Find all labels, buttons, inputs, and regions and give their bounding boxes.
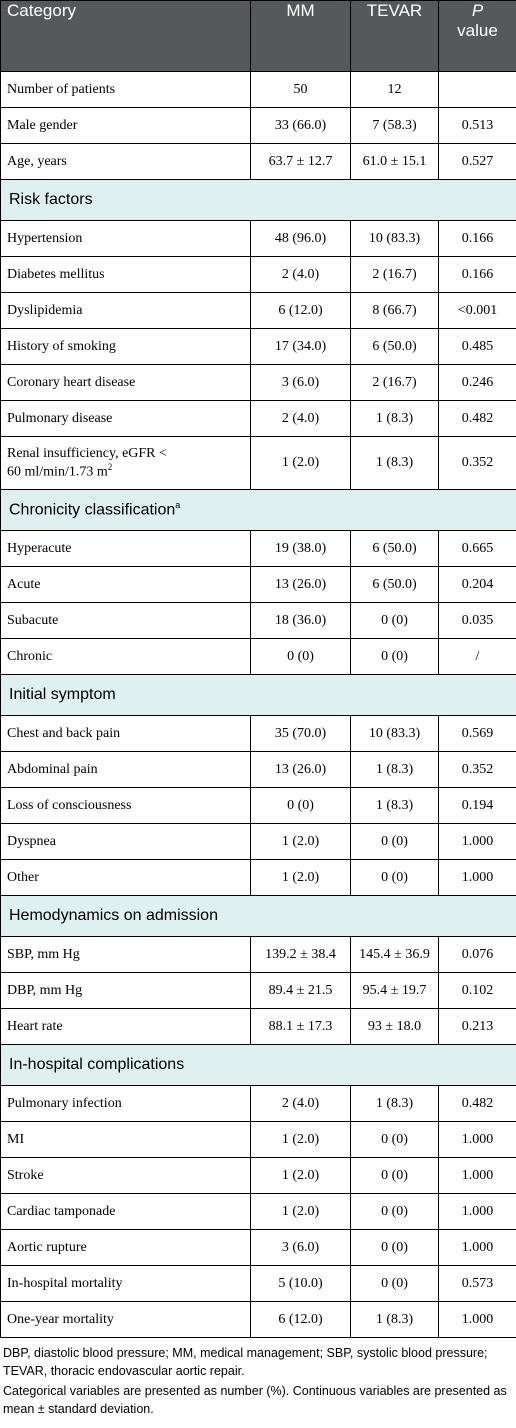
row-label: Dyslipidemia — [1, 293, 251, 329]
cell-p: 0.035 — [439, 603, 516, 639]
table-row — [1, 788, 516, 824]
header-tevar: TEVAR — [351, 1, 439, 72]
cell-p: 1.000 — [439, 1194, 516, 1230]
cell-mm: 1 (2.0) — [251, 1194, 351, 1230]
cell-p: 0.527 — [439, 144, 516, 180]
table-row — [1, 1266, 516, 1302]
table-row — [1, 531, 516, 567]
table-footnotes — [0, 1338, 516, 1418]
cell-p: 0.352 — [439, 437, 516, 490]
cell-tevar: 8 (66.7) — [351, 293, 439, 329]
table-row — [1, 716, 516, 752]
cell-p: 1.000 — [439, 1122, 516, 1158]
cell-p: 1.000 — [439, 1302, 516, 1338]
cell-tevar: 6 (50.0) — [351, 329, 439, 365]
cell-p: 1.000 — [439, 1158, 516, 1194]
row-label: SBP, mm Hg — [1, 937, 251, 973]
table-row — [1, 1122, 516, 1158]
cell-p: / — [439, 639, 516, 675]
cell-p: 1.000 — [439, 824, 516, 860]
cell-tevar: 0 (0) — [351, 1158, 439, 1194]
renal-label-sup: 2 — [107, 461, 113, 472]
cell-mm: 89.4 ± 21.5 — [251, 973, 351, 1009]
row-label: Pulmonary infection — [1, 1086, 251, 1122]
row-label: Other — [1, 860, 251, 896]
footnote-abbreviations: DBP, diastolic blood pressure; MM, medical management; SBP, systolic blood pressure; TEVAR, thoracic endovascular aortic repair. — [3, 1346, 488, 1378]
cell-tevar: 2 (16.7) — [351, 257, 439, 293]
cell-mm: 1 (2.0) — [251, 1122, 351, 1158]
row-label: Male gender — [1, 108, 251, 144]
cell-tevar: 0 (0) — [351, 1230, 439, 1266]
cell-tevar: 10 (83.3) — [351, 716, 439, 752]
cell-p: 0.213 — [439, 1009, 516, 1045]
row-label: Abdominal pain — [1, 752, 251, 788]
table-row — [1, 72, 516, 108]
cell-tevar: 2 (16.7) — [351, 365, 439, 401]
cell-mm: 0 (0) — [251, 788, 351, 824]
table-row — [1, 401, 516, 437]
cell-p: 0.573 — [439, 1266, 516, 1302]
cell-mm: 3 (6.0) — [251, 1230, 351, 1266]
row-label: Heart rate — [1, 1009, 251, 1045]
table-row — [1, 1158, 516, 1194]
section-initial-symptom — [1, 675, 516, 716]
cell-p: 0.482 — [439, 401, 516, 437]
row-label: Cardiac tamponade — [1, 1194, 251, 1230]
cell-tevar: 12 — [351, 72, 439, 108]
cell-mm: 6 (12.0) — [251, 293, 351, 329]
row-label: Loss of consciousness — [1, 788, 251, 824]
cell-p: 0.166 — [439, 221, 516, 257]
table-row — [1, 639, 516, 675]
cell-mm: 2 (4.0) — [251, 257, 351, 293]
table-row — [1, 221, 516, 257]
section-title-text: Chronicity classification — [9, 501, 176, 519]
cell-p: 0.513 — [439, 108, 516, 144]
cell-mm: 2 (4.0) — [251, 401, 351, 437]
table-row — [1, 365, 516, 401]
cell-mm: 139.2 ± 38.4 — [251, 937, 351, 973]
cell-mm: 0 (0) — [251, 639, 351, 675]
header-p-italic: P — [471, 1, 484, 20]
cell-mm: 88.1 ± 17.3 — [251, 1009, 351, 1045]
table-row — [1, 824, 516, 860]
cell-mm: 63.7 ± 12.7 — [251, 144, 351, 180]
cell-p: 0.194 — [439, 788, 516, 824]
cell-tevar: 0 (0) — [351, 824, 439, 860]
cell-p: 0.665 — [439, 531, 516, 567]
cell-p: 0.352 — [439, 752, 516, 788]
cell-mm: 48 (96.0) — [251, 221, 351, 257]
cell-tevar: 1 (8.3) — [351, 1086, 439, 1122]
table-row — [1, 293, 516, 329]
row-label: Number of patients — [1, 72, 251, 108]
cell-mm: 1 (2.0) — [251, 824, 351, 860]
cell-mm: 19 (38.0) — [251, 531, 351, 567]
section-complications — [1, 1045, 516, 1086]
cell-p: 0.246 — [439, 365, 516, 401]
row-label: Hypertension — [1, 221, 251, 257]
cell-tevar: 1 (8.3) — [351, 1302, 439, 1338]
cell-p: 0.102 — [439, 973, 516, 1009]
table-row — [1, 567, 516, 603]
cell-p: 0.485 — [439, 329, 516, 365]
row-label: Hyperacute — [1, 531, 251, 567]
table-row — [1, 603, 516, 639]
cell-tevar: 95.4 ± 19.7 — [351, 973, 439, 1009]
row-label: Dyspnea — [1, 824, 251, 860]
cell-p — [439, 72, 516, 108]
cell-mm: 5 (10.0) — [251, 1266, 351, 1302]
cell-mm: 13 (26.0) — [251, 752, 351, 788]
row-label — [1, 437, 251, 490]
cell-mm: 1 (2.0) — [251, 437, 351, 490]
cell-tevar: 1 (8.3) — [351, 752, 439, 788]
cell-p: 0.076 — [439, 937, 516, 973]
cell-tevar: 1 (8.3) — [351, 437, 439, 490]
section-risk-factors — [1, 180, 516, 221]
header-row — [1, 1, 516, 72]
cell-tevar: 10 (83.3) — [351, 221, 439, 257]
table-row — [1, 973, 516, 1009]
row-label: One-year mortality — [1, 1302, 251, 1338]
cell-tevar: 0 (0) — [351, 603, 439, 639]
cell-tevar: 6 (50.0) — [351, 531, 439, 567]
cell-p: 0.166 — [439, 257, 516, 293]
row-label: Age, years — [1, 144, 251, 180]
cell-mm: 2 (4.0) — [251, 1086, 351, 1122]
cell-tevar: 145.4 ± 36.9 — [351, 937, 439, 973]
row-label: Stroke — [1, 1158, 251, 1194]
cell-tevar: 0 (0) — [351, 860, 439, 896]
row-label: Chest and back pain — [1, 716, 251, 752]
section-chronicity — [1, 490, 516, 531]
cell-tevar: 0 (0) — [351, 639, 439, 675]
section-title: Hemodynamics on admission — [1, 896, 516, 937]
table-row — [1, 437, 516, 490]
header-p-rest: value — [457, 21, 498, 40]
cell-mm: 50 — [251, 72, 351, 108]
section-title: In-hospital complications — [1, 1045, 516, 1086]
renal-label-line2: 60 ml/min/1.73 m — [7, 464, 108, 480]
table-row — [1, 1086, 516, 1122]
section-hemodynamics — [1, 896, 516, 937]
row-label: Aortic rupture — [1, 1230, 251, 1266]
row-label: History of smoking — [1, 329, 251, 365]
table-row — [1, 144, 516, 180]
cell-p: 0.482 — [439, 1086, 516, 1122]
cell-mm: 17 (34.0) — [251, 329, 351, 365]
cell-tevar: 0 (0) — [351, 1194, 439, 1230]
header-p-value — [439, 1, 516, 72]
footnote-presentation: Categorical variables are presented as number (%). Continuous variables are presented as mean ± standard deviation. — [3, 1384, 507, 1416]
cell-tevar: 61.0 ± 15.1 — [351, 144, 439, 180]
table-row — [1, 860, 516, 896]
cell-tevar: 6 (50.0) — [351, 567, 439, 603]
cell-mm: 13 (26.0) — [251, 567, 351, 603]
row-label: Coronary heart disease — [1, 365, 251, 401]
table-row — [1, 1194, 516, 1230]
header-mm: MM — [251, 1, 351, 72]
cell-tevar: 93 ± 18.0 — [351, 1009, 439, 1045]
row-label: Diabetes mellitus — [1, 257, 251, 293]
cell-mm: 1 (2.0) — [251, 860, 351, 896]
cell-tevar: 7 (58.3) — [351, 108, 439, 144]
section-title-sup: a — [175, 500, 181, 511]
row-label: Subacute — [1, 603, 251, 639]
cell-mm: 3 (6.0) — [251, 365, 351, 401]
cell-tevar: 0 (0) — [351, 1266, 439, 1302]
cell-mm: 18 (36.0) — [251, 603, 351, 639]
cell-tevar: 0 (0) — [351, 1122, 439, 1158]
cell-p: 1.000 — [439, 860, 516, 896]
cell-tevar: 1 (8.3) — [351, 401, 439, 437]
table-row — [1, 1302, 516, 1338]
table-row — [1, 329, 516, 365]
renal-label-line1: Renal insufficiency, eGFR < — [7, 445, 167, 461]
cell-mm: 35 (70.0) — [251, 716, 351, 752]
row-label: DBP, mm Hg — [1, 973, 251, 1009]
cell-p: 1.000 — [439, 1230, 516, 1266]
row-label: Acute — [1, 567, 251, 603]
section-title: Initial symptom — [1, 675, 516, 716]
section-title: Risk factors — [1, 180, 516, 221]
cell-p: 0.569 — [439, 716, 516, 752]
row-label: MI — [1, 1122, 251, 1158]
table-row — [1, 1230, 516, 1266]
header-category: Category — [1, 1, 251, 72]
cell-p: <0.001 — [439, 293, 516, 329]
cell-mm: 33 (66.0) — [251, 108, 351, 144]
cell-tevar: 1 (8.3) — [351, 788, 439, 824]
cell-mm: 6 (12.0) — [251, 1302, 351, 1338]
table-row — [1, 108, 516, 144]
table-row — [1, 257, 516, 293]
row-label: In-hospital mortality — [1, 1266, 251, 1302]
table-row — [1, 937, 516, 973]
cell-p: 0.204 — [439, 567, 516, 603]
row-label: Pulmonary disease — [1, 401, 251, 437]
row-label: Chronic — [1, 639, 251, 675]
cell-mm: 1 (2.0) — [251, 1158, 351, 1194]
table-row — [1, 1009, 516, 1045]
table-row — [1, 752, 516, 788]
section-title — [1, 490, 516, 531]
